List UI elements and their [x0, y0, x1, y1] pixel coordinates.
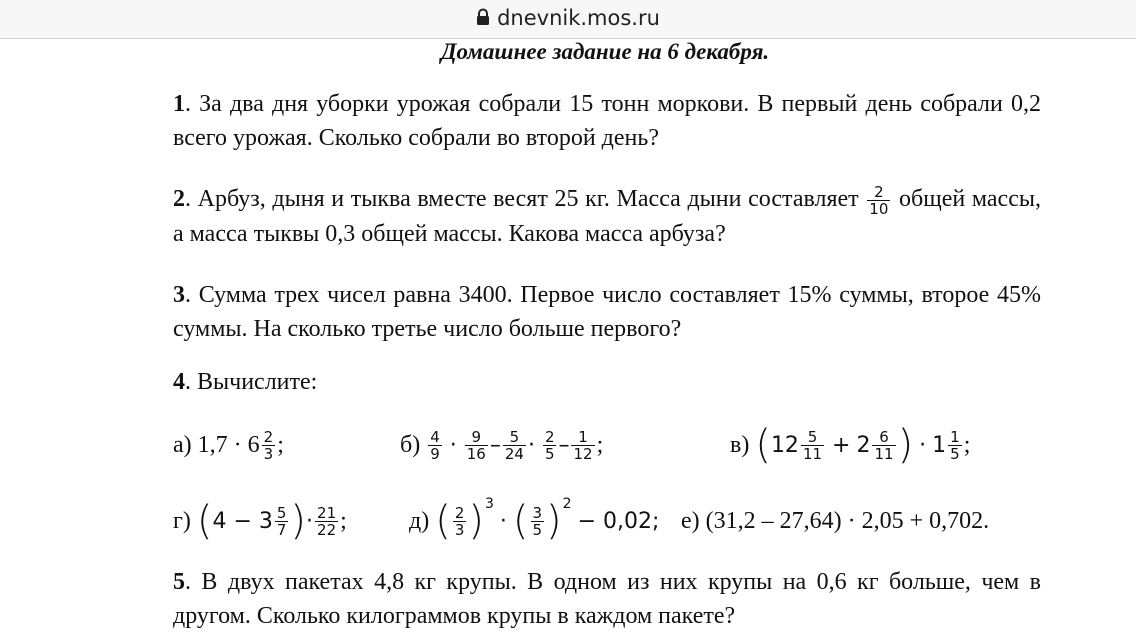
fraction: $\frac{5}{24}$: [504, 427, 524, 463]
task-number: 1: [173, 91, 185, 117]
fraction: $\frac{1}{12}$: [573, 427, 593, 463]
task-number: 5: [173, 569, 185, 595]
task-text: . В двух пакетах 4,8 кг крупы. В одном из них крупы на 0,6 кг больше, чем в другом. Сколько килограммов крупы в каждом пакете?: [173, 569, 1041, 629]
expression-label: г): [173, 507, 191, 534]
document-title: Домашнее задание на 6 декабря.: [440, 39, 770, 64]
fraction: $\frac{5}{7}$: [276, 503, 287, 539]
task-2: [173, 182, 1041, 251]
task-text: . Сумма трех чисел равна 3400. Первое число составляет 15% суммы, второе 45% суммы. На сколько третье число больше первого?: [173, 282, 1041, 342]
exponent: 3: [484, 496, 494, 512]
task-5: [173, 565, 1041, 633]
lock-icon: [476, 8, 490, 26]
fraction: $\frac{2}{3}$: [454, 503, 465, 539]
fraction: $\frac{1}{5}$: [950, 427, 960, 463]
task-3: [173, 278, 1041, 346]
browser-address-bar[interactable]: [0, 0, 1136, 39]
expression-a: а) 1,7 · 6 $\frac{2}{3}$ ;: [173, 427, 284, 463]
task-text: . За два дня уборки урожая собрали 15 тонн моркови. В первый день собрали 0,2 всего урожая. Сколько собрали во второй день?: [173, 91, 1041, 151]
fraction: $\frac{2}{10}$: [869, 182, 889, 218]
fraction: $\frac{2}{3}$: [263, 427, 274, 463]
fraction: $\frac{3}{5}$: [532, 503, 543, 539]
fraction: $\frac{2}{5}$: [544, 427, 555, 463]
task-text: . Арбуз, дыня и тыква вместе весят 25 кг. Масса дыни составляет: [185, 186, 866, 212]
url-display[interactable]: [0, 6, 1136, 30]
homework-document: [0, 39, 1136, 640]
fraction: $\frac{4}{9}$: [430, 427, 440, 463]
expression-label: в): [730, 431, 750, 458]
expression-b: б) $\frac{4}{9}$ · $\frac{9}{16}$ – $\frac{5}{24}$ · $\frac{2}{5}$ – $\frac{1}{12}$ ;: [400, 427, 604, 463]
fraction: $\frac{21}{22}$: [317, 503, 337, 539]
url-text: dnevnik.mos.ru: [497, 6, 660, 30]
expression-d: д) ( $\frac{2}{3}$ ) 3 · ( $\frac{3}{5}$ ) 2 − 0,02;: [409, 496, 660, 544]
task-number: 3: [173, 282, 185, 308]
task-4: [173, 365, 1041, 399]
fraction: $\frac{6}{11}$: [874, 427, 894, 463]
expression-label: е): [681, 507, 700, 534]
exponent: 2: [562, 496, 572, 512]
task-1: [173, 87, 1041, 155]
expression-label: а): [173, 431, 192, 458]
task-number: 2: [173, 186, 185, 212]
expression-label: б): [400, 431, 421, 458]
expression-g: г) ( 4 − 3 $\frac{5}{7}$ ) · $\frac{21}{22}$ ;: [173, 498, 347, 544]
expression-v: в) ( 12 $\frac{5}{11}$ + 2 $\frac{6}{11}$ ) · 1 $\frac{1}{5}$ ;: [730, 422, 971, 468]
expression-e: е) (31,2 – 27,64) · 2,05 + 0,702.: [681, 507, 990, 534]
task-number: 4: [173, 369, 185, 395]
task-text: общей массы, а масса тыквы 0,3 общей массы. Какова масса арбуза?: [173, 186, 1041, 247]
fraction: $\frac{5}{11}$: [802, 427, 823, 463]
task-text: . Вычислите:: [185, 369, 318, 395]
fraction: $\frac{9}{16}$: [466, 427, 486, 463]
expression-label: д): [409, 507, 430, 534]
